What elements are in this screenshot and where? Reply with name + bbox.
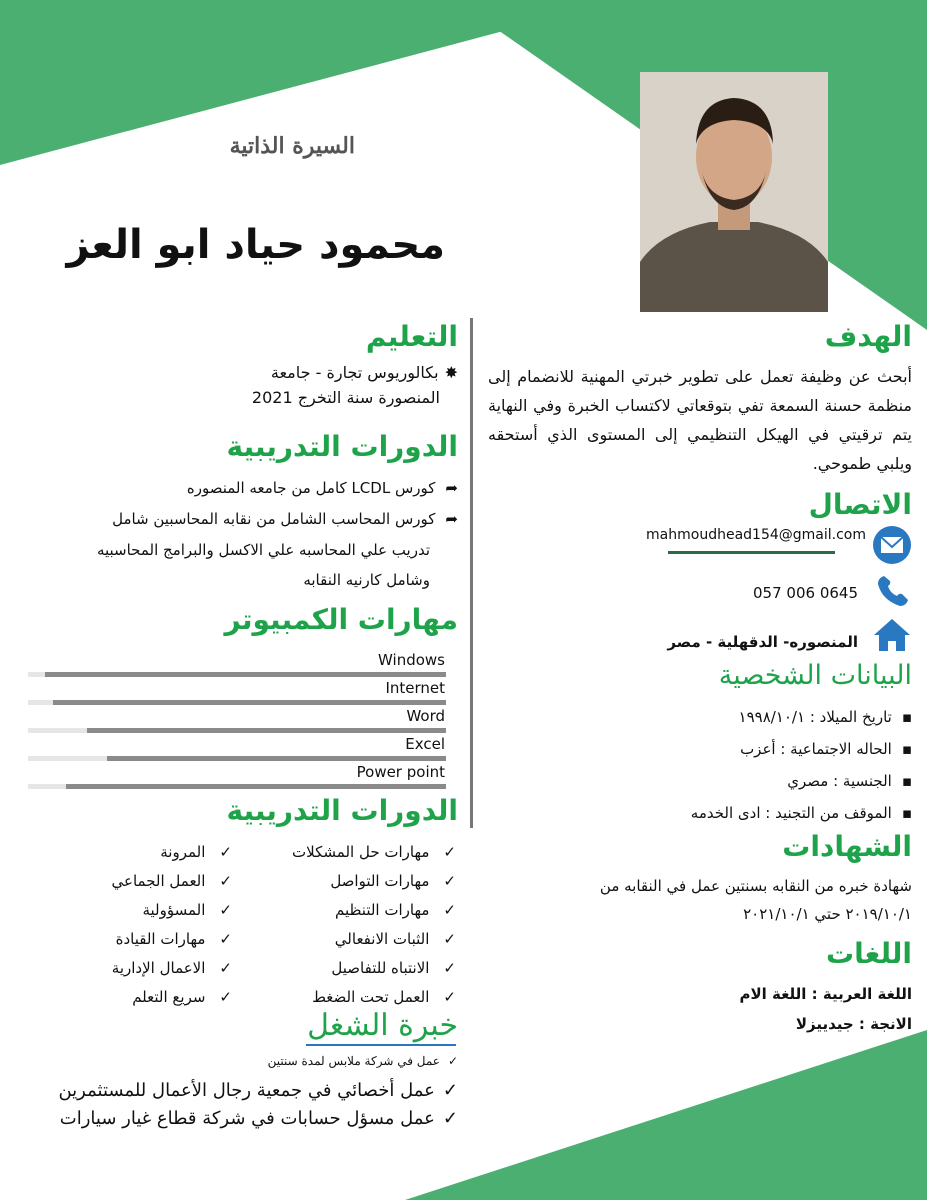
arrow-bullet-icon: ➦	[445, 510, 458, 528]
softskills-title: الدورات التدريبية	[226, 794, 458, 827]
contact-title: الاتصال	[808, 488, 912, 521]
soft-skill-item: ✓سريع التعلم	[132, 988, 232, 1006]
skill-bar-fill	[45, 672, 446, 677]
objective-text: أبحث عن وظيفة تعمل على تطوير خبرتي المهنية للانضمام إلى منظمة حسنة السمعة تفي بتوقعاتي لاكتساب الخبرة وفي النهاية يتم ترقيتي في الهيكل التنظيمي إلى المستوى الذي أستحقه ويلبي طموحي.	[488, 367, 912, 473]
languages-title: اللغات	[826, 937, 912, 970]
soft-skill-item: ✓العمل الجماعي	[111, 872, 232, 890]
skill-bar-fill	[107, 756, 446, 761]
skill-label: Power point	[356, 763, 445, 781]
soft-skill-item: ✓مهارات القيادة	[115, 930, 232, 948]
experience-item: ✓عمل أخصائي في جمعية رجال الأعمال للمستثمرين	[58, 1080, 458, 1101]
objective-title: الهدف	[824, 320, 912, 353]
check-icon: ✓	[443, 930, 456, 948]
soft-skill-item: ✓المسؤولية	[142, 901, 232, 919]
personal-item: ▪تاريخ الميلاد : ١٩٩٨/١٠/١	[738, 708, 912, 726]
phone-icon	[872, 572, 912, 612]
education-line2: المنصورة سنة التخرج 2021	[251, 388, 440, 407]
email-underline	[668, 551, 835, 554]
contact-address: المنصوره- الدقهلية - مصر	[667, 633, 858, 651]
skill-bar-fill	[66, 784, 446, 789]
contact-email[interactable]: mahmoudhead154@gmail.com	[646, 527, 866, 543]
check-icon: ✓	[219, 988, 232, 1006]
check-icon: ✓	[443, 872, 456, 890]
skill-bar-fill	[87, 728, 446, 733]
check-icon: ✓	[442, 1080, 458, 1101]
home-icon	[872, 615, 912, 655]
course-item: ➦كورس LCDL كامل من جامعه المنصوره	[186, 479, 458, 497]
skill-label: Word	[406, 707, 445, 725]
check-icon: ✓	[443, 988, 456, 1006]
certificate-line2: ٢٠١٩/١٠/١ حتي ٢٠٢١/١٠/١	[743, 905, 912, 923]
education-line1: ✸بكالوريوس تجارة - جامعة	[270, 363, 458, 382]
skill-label: Internet	[385, 679, 445, 697]
check-icon: ✓	[443, 901, 456, 919]
check-icon: ✓	[443, 843, 456, 861]
course-item-cont: تدريب علي المحاسبه علي الاكسل والبرامج المحاسبيه	[96, 541, 430, 559]
experience-underline	[306, 1044, 456, 1046]
course-item-cont: وشامل كارنيه النقابه	[303, 571, 430, 589]
language-item: الانجة : جيدييزلا	[795, 1015, 912, 1033]
cv-subtitle: السيرة الذاتية	[229, 133, 355, 159]
personal-item: ▪الموقف من التجنيد : ادى الخدمه	[690, 804, 912, 822]
column-divider	[470, 318, 473, 828]
education-title: التعليم	[365, 320, 458, 353]
personal-item: ▪الحاله الاجتماعية : أعزب	[740, 740, 912, 758]
check-icon: ✓	[447, 1054, 458, 1068]
soft-skill-item: ✓مهارات حل المشكلات	[292, 843, 456, 861]
arrow-bullet-icon: ➦	[445, 479, 458, 497]
person-name: محمود حياد ابو العز	[66, 222, 445, 268]
personal-title: البيانات الشخصية	[718, 660, 912, 691]
skill-label: Excel	[405, 735, 445, 753]
check-icon: ✓	[219, 872, 232, 890]
personal-item: ▪الجنسية : مصري	[787, 772, 912, 790]
language-item: اللغة العربية : اللغة الام	[739, 985, 912, 1003]
soft-skill-item: ✓مهارات التنظيم	[334, 901, 456, 919]
experience-item: ✓عمل مسؤل حسابات في شركة قطاع غيار سيارات	[59, 1108, 458, 1129]
skill-bar-fill	[53, 700, 446, 705]
check-icon: ✓	[219, 843, 232, 861]
profile-photo	[640, 72, 828, 312]
experience-title: خبرة الشغل	[307, 1008, 458, 1043]
soft-skill-item: ✓العمل تحت الضغط	[312, 988, 456, 1006]
check-icon: ✓	[219, 930, 232, 948]
check-icon: ✓	[219, 959, 232, 977]
soft-skill-item: ✓الاعمال الإدارية	[111, 959, 232, 977]
bottom-right-triangle	[405, 1030, 927, 1200]
certificate-line1: شهادة خبره من النقابه بسنتين عمل في النقابه من	[599, 877, 912, 895]
bullet-icon: ✸	[444, 363, 458, 382]
check-icon: ✓	[443, 959, 456, 977]
course-item: ➦كورس المحاسب الشامل من نقابه المحاسبين شامل	[112, 510, 458, 528]
check-icon: ✓	[442, 1108, 458, 1129]
courses-title: الدورات التدريبية	[226, 430, 458, 463]
soft-skill-item: ✓مهارات التواصل	[330, 872, 456, 890]
computer-skills-title: مهارات الكمبيوتر	[224, 603, 458, 636]
soft-skill-item: ✓الانتباه للتفاصيل	[331, 959, 456, 977]
skill-label: Windows	[378, 651, 445, 669]
email-icon	[872, 525, 912, 565]
personal-list	[560, 708, 912, 836]
soft-skill-item: ✓المرونة	[160, 843, 232, 861]
check-icon: ✓	[219, 901, 232, 919]
contact-phone[interactable]: 057 006 0645	[753, 584, 858, 602]
experience-item: ✓عمل في شركة ملابس لمدة سنتين	[267, 1054, 458, 1068]
soft-skill-item: ✓الثبات الانفعالي	[334, 930, 456, 948]
certificates-title: الشهادات	[782, 830, 912, 863]
